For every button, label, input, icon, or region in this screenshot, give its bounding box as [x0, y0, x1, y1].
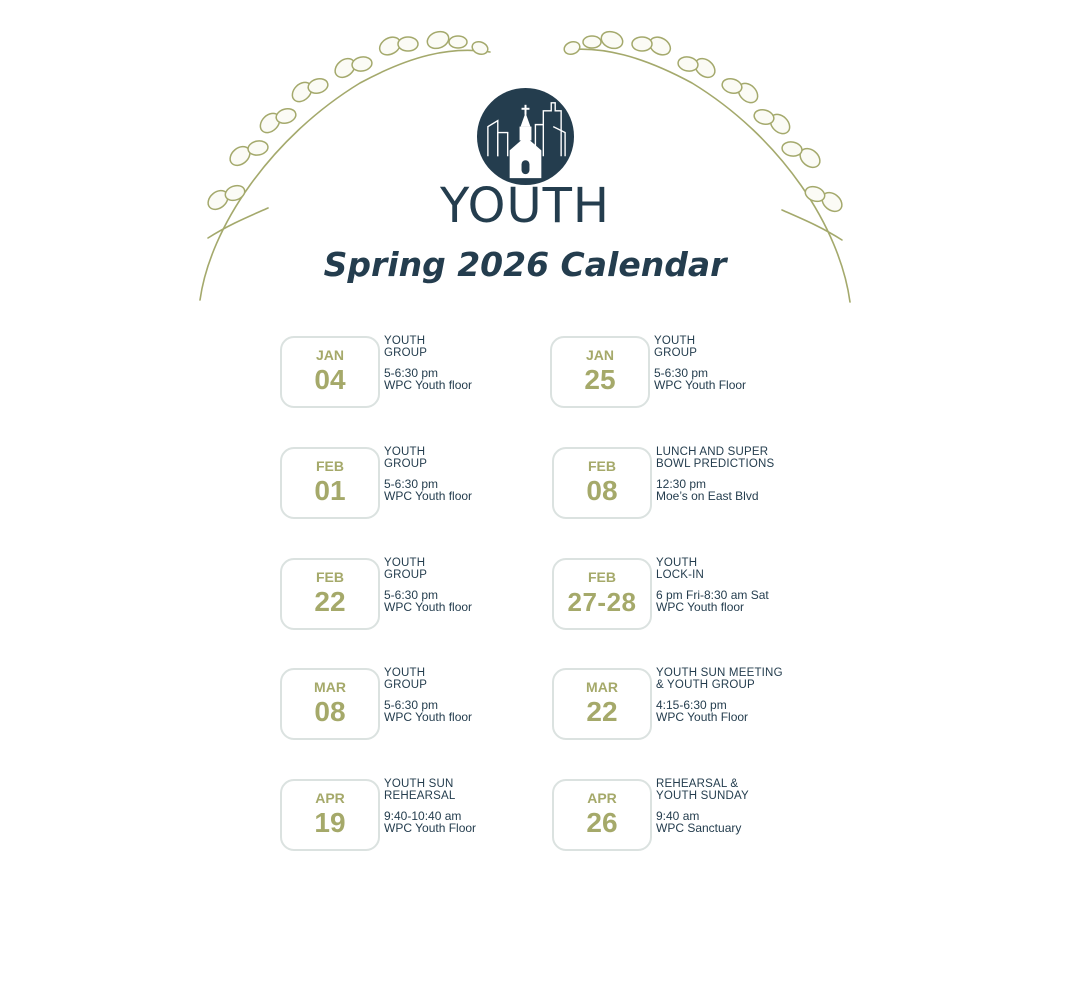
- event-title: LUNCH AND SUPER BOWL PREDICTIONS: [656, 446, 775, 470]
- event-time: 12:30 pm: [656, 477, 707, 491]
- event-item: [280, 558, 540, 632]
- event-month: MAR: [586, 679, 618, 695]
- event-month: FEB: [588, 458, 616, 474]
- date-box: [550, 336, 650, 408]
- event-location: WPC Sanctuary: [656, 821, 742, 835]
- event-title: YOUTH GROUP: [654, 335, 698, 359]
- event-title: REHEARSAL & YOUTH SUNDAY: [656, 778, 749, 802]
- date-box: [552, 668, 652, 740]
- event-item: [550, 336, 810, 410]
- event-location: WPC Youth floor: [384, 600, 473, 614]
- event-location: WPC Youth floor: [384, 710, 473, 724]
- event-item: [552, 447, 812, 521]
- event-item: [280, 668, 540, 742]
- event-month: JAN: [315, 347, 344, 363]
- event-title: YOUTH SUN REHEARSAL: [384, 778, 456, 802]
- church-skyline-icon: [476, 87, 575, 186]
- calendar-title: Spring 2026 Calendar: [323, 245, 727, 284]
- event-day: 08: [314, 696, 346, 727]
- event-title: YOUTH GROUP: [384, 557, 428, 581]
- event-month: APR: [315, 790, 345, 806]
- event-location: WPC Youth Floor: [654, 378, 747, 392]
- event-day: 08: [586, 475, 618, 506]
- event-month: APR: [587, 790, 617, 806]
- date-box: [280, 336, 380, 408]
- event-location: WPC Youth Floor: [656, 710, 749, 724]
- event-month: FEB: [316, 569, 344, 585]
- event-info: [656, 779, 826, 834]
- event-time: 6 pm Fri-8:30 am Sat: [656, 588, 769, 602]
- date-box: [280, 447, 380, 519]
- event-day: 22: [314, 586, 346, 617]
- event-day: 01: [314, 475, 346, 506]
- event-location: WPC Youth floor: [656, 600, 745, 614]
- event-month: MAR: [314, 679, 346, 695]
- date-box: [280, 558, 380, 630]
- event-info: [384, 779, 554, 834]
- event-day: 26: [586, 807, 618, 838]
- event-time: 4:15-6:30 pm: [656, 698, 727, 712]
- event-info: [656, 558, 826, 613]
- event-info: [656, 668, 826, 723]
- event-title: YOUTH SUN MEETING & YOUTH GROUP: [656, 667, 783, 691]
- event-time: 5-6:30 pm: [654, 366, 709, 380]
- event-info: [656, 447, 826, 502]
- event-item: [280, 336, 540, 410]
- event-time: 9:40-10:40 am: [384, 809, 462, 823]
- event-item: [552, 779, 812, 853]
- event-title: YOUTH LOCK-IN: [656, 557, 705, 581]
- org-name: YOUTH: [439, 178, 611, 234]
- event-month: FEB: [588, 569, 616, 585]
- date-box: [552, 447, 652, 519]
- event-info: [654, 336, 824, 391]
- event-info: [384, 447, 554, 502]
- event-day: 27-28: [567, 587, 637, 617]
- event-location: WPC Youth floor: [384, 378, 473, 392]
- event-item: [280, 779, 540, 853]
- event-item: [552, 668, 812, 742]
- event-time: 5-6:30 pm: [384, 588, 439, 602]
- event-info: [384, 668, 554, 723]
- date-box: [280, 779, 380, 851]
- event-day: 04: [314, 364, 346, 395]
- event-item: [552, 558, 812, 632]
- event-info: [384, 336, 554, 391]
- event-month: JAN: [585, 347, 614, 363]
- event-title: YOUTH GROUP: [384, 335, 428, 359]
- event-time: 5-6:30 pm: [384, 477, 439, 491]
- event-month: FEB: [316, 458, 344, 474]
- event-title: YOUTH GROUP: [384, 446, 428, 470]
- event-day: 25: [584, 364, 616, 395]
- event-time: 5-6:30 pm: [384, 366, 439, 380]
- event-day: 19: [314, 807, 346, 838]
- date-box: [552, 558, 652, 630]
- event-info: [384, 558, 554, 613]
- date-box: [280, 668, 380, 740]
- event-time: 9:40 am: [656, 809, 700, 823]
- event-location: WPC Youth floor: [384, 489, 473, 503]
- event-location: Moe’s on East Blvd: [656, 489, 759, 503]
- event-location: WPC Youth Floor: [384, 821, 477, 835]
- date-box: [552, 779, 652, 851]
- event-time: 5-6:30 pm: [384, 698, 439, 712]
- event-item: [280, 447, 540, 521]
- event-title: YOUTH GROUP: [384, 667, 428, 691]
- event-day: 22: [586, 696, 618, 727]
